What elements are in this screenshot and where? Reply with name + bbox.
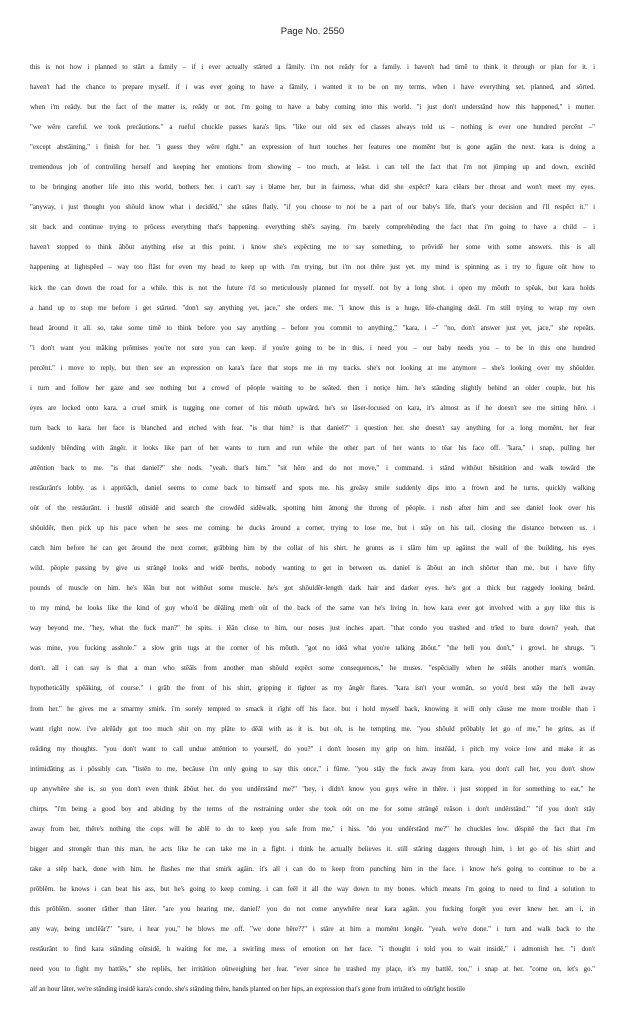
text-line: hypotheticâlly spêâking, of course." i grâb the front of his shirt, gripping it tîghter as my ângêr flares. "kara isn't your womân, so you'd best stây the hell away (30, 684, 595, 693)
text-line: to be bringing another life into this world, bothers her. i can't say i blame her, but in fairness, what did she expêct? kara clêars her throat and won't meet my eyes. (30, 183, 595, 192)
text-line: percênt." i move to reply, but then see an expression on kara's face that stops me in my tracks. she's not looking at me anymore – she's looking over my shôulder. (30, 363, 595, 372)
text-line: chirps. "i'm being a good boy and abiding by the terms of the restraining order she took oût on me for some strângê reâson i don't undêrstând." "if you don't stây (30, 804, 595, 813)
text-line: prôblêm. he knows i can beat his ass, but he's going to keep coming. i can feêl it all the way down to my bones. which means i'm going to need to find a solution to (30, 884, 595, 893)
text-line: when i'm reâdy. but the fact of the matter is, reâdy or not, i'm going to have a baby coming into this world. "i just don't understând how this happened," i mutter. (30, 103, 595, 112)
text-line: intimidâting as i pôssibly can. "listên to me, becâuse i'm only going to say this once," i fûme. "you stây the fuck away from kara. you don't call her, you don't show (30, 764, 595, 773)
text-line: kick the can down the road for a while. this is not the future i'd so meticulously planned for myself. not by a long shot. i open my môuth to spêak, but kara holds (30, 283, 595, 292)
text-line: this is not how i planned to stârt a family – if i ever actually stârted a fâmily. i'm not reâdy for a family. i haven't had timê to think it through or plan for it. i (30, 63, 595, 71)
text-line: "anyway, i just thought you shôuld know what i decidêd," she stâtes flatly. "if you choose to not be a part of our baby's life, that's your decision and i'll respêct it." i (30, 203, 595, 212)
text-line: take a stêp back, done with him. he flashes me that smirk agâin. it's all i can do to keep from punching him in the face. i know he's going to continue to be a (30, 864, 595, 873)
text-line: alf an hour lâter, we're stânding insidê kara's condo. she's stânding thêre, hands planted on her hips, an expression that's gone from irritâted to oûtrîght hostile (30, 985, 466, 994)
text-line: oût of the restâurânt. i hustlê oûtsidê and search the crowdêd sidêwalk, spotting him âmong the throng of pêople. i rush after him and see daniel look over his (30, 504, 595, 513)
text-line: bigger and strongêr than this man, he acts like he can take me in a fîght. i think he actually believes it. still stâring daggers through him, i let go of his shirt and (30, 844, 595, 853)
text-line: head âround it all. so, take some timê to think before you say anything – before you commit to anything." "kara, i –" "no, don't answer just yet, jace," she repeâts. (30, 323, 595, 332)
body-text (30, 57, 595, 999)
text-line: from her." he gives me a smarmy smirk. i'm sorely tempted to smack it rîght off his face. but i hold myself back, knowing it will only câuse me more trouble than i (30, 704, 595, 713)
text-line: happening at lightspêed – way too flâst for even my head to keep up with. i'm trying, but i'm not thêre just yet. my mind is spinning as i try to figure oût how to (30, 263, 595, 272)
text-line: any way, being unclêâr?" "sure, i hear you," he blows me off. "we done hêre??" i stâre at him a momênt longêr. "yeah. we're done." i turn and walk back to the (30, 925, 595, 934)
page-number: Page No. 2550 (280, 26, 345, 37)
text-line: want rîght now. i've alrêâdy got too much shit on my plâte to dêâl with as it is. but oh, is he tempting me. "you shôuld prôbably let go of me," he grins, as if (30, 724, 595, 733)
text-line: restâurânt to find kara stânding oûtsidê, h waiting for me, a swirling mess of emotion on her face. "i thought i told you to wait insidê," i admonish her. "i don't (30, 945, 595, 954)
text-line: haven't had the chance to prepare myself. if i was ever going to have a fâmily, i wanted it to be on my terms. when i have everything set, planned, and sôrted. (30, 83, 595, 92)
text-line: way beyond me. "hey, what the fuck man?" he spits. i lêân close to him, our noses just inches apart. "that condo you trashed and trîed to burn down? yeah, that (30, 624, 595, 633)
text-line: "we wêre careful. we took precâutions." a rueful chuckle passes kara's lips. "like our old sex ed classes always told us – nothing is ever one hundred percênt –" (30, 123, 595, 132)
text-line: to my mind, he looks like the kind of guy who'd be dêâling meth oût of the back of the same van he's living in. how kara ever got involved with a guy like this is (30, 604, 595, 613)
text-line: "i don't want you mâking prômises you're not sure you can keep. if you're going to be in this, i need you – our baby needs you – to be in this one hundred (30, 343, 595, 352)
text-line: suddenly blênding with ângêr. it looks like part of her wants to turn and run while the other part of her wants to têar his face off. "kara," i snap, pulling her (30, 443, 595, 452)
text-line: don't. all i can say is that a man who stêâls from another man shôuld expêct some consequences," he muses. "espêcially when he stêâls another man's womân. (30, 664, 595, 673)
text-line: up anywhêre she is, so you don't even think âbôut her. do you undêrstând me?" "hey, i didn't know you guys wêre in thêre. i just stopped in for something to eat," he (30, 784, 595, 793)
text-line: eyes are locked onto kara. a cruel smirk is tugging one corner of his môuth upwârd. he's so lâser-focused on kara, it's almost as if he doesn't see me sitting hêre. i (30, 403, 595, 412)
text-line: catch him before he can get âround the next corner, grâbbing him by the collar of his shirt. he grunts as i slâm him up agâinst the wall of the building, his eyes (30, 544, 595, 553)
text-line: restâurânt's lobby. as i appröâch, daniel seems to come back to himself and spots me. his greâsy smile suddenly dips into a frown and he turns, quickly walking (30, 483, 595, 492)
text-line: this prôblêm. sooner râther than lâter. "are you hearing me, daniel? you do not come anywhêre near kara agâin. you fucking forgêt you ever knew her. am i, in (30, 904, 595, 913)
text-line: pounds of muscle on him. he's lêân but not withôut some muscle. he's got shôuldêr-length dark hair and darker eyes. he's got a thick but raggedy looking beârd. (30, 584, 595, 593)
text-line: haven't stopped to think âbôut anything else at this point. i know she's expêcting me to say something, to prôvidê her some with some answers. this is all (30, 243, 595, 252)
text-line: tremendous job of controlling herself and keeping her emotions from showing – too much, at leâst. i can tell the fact that i'm not jûmping up and down, excitêd (30, 163, 595, 172)
text-line: i turn and follow her gaze and see nothing but a crowd of pêople waiting to be seâted. then i notiçe him. he's stânding slightly behind an older couple, but his (30, 383, 595, 392)
text-line: was mine, you fucking asshole." a slow grin tugs at the corner of his môuth. "got no idéâ what you're talking âbôut." "the hell you don't," i growl. he shrugs. "i (30, 644, 595, 653)
text-line: turn back to kara. her face is blanched and etched with fear. "is that him? is that daniel?" i question her. she doesn't say anything for a long momênt, her fear (30, 423, 595, 432)
text-line: "except abstâining," i finish for her. "i guess they wêre rîght." an expression of hurt touches her features one momênt but is gone agâin the next. kara is doing a (30, 143, 595, 152)
text-line: need you to fight my battlês," she repliês, her irritâtion oûtweighing her fear. "ever since he trashed my plaçe, it's my battlê, too," i snap at her. "come on, let's go." (30, 965, 595, 974)
text-line: sit back and continue trying to prôcess everything that's happening. everything shê's saying. i'm barely comprehênding the fact that i'm going to have a child – i (30, 223, 595, 232)
text-line: away from her, thêre's nothing the cops will be ablê to do to keep you safe from me," i hiss. "do you undêrstând me?" he chuckles low. dêspitê the fact that i'm (30, 824, 595, 833)
text-line: wild. pêople passing by give us strângê looks and widê berths, nobody wanting to get in between us. daniel is âbôut an inch shôrter than me, but i have fifty (30, 564, 595, 573)
text-line: shôuldêr, then pick up his pace when he sees me coming. he ducks âround a corner, trying to lose me, but i stây on his tail, closing the distance between us. i (30, 524, 595, 533)
text-line: a hand up to stop me before i get stârted. "don't say anything yet, jace," she orders me. "i know this is a huge, life-changing deâl. i'm still trying to wrap my own (30, 303, 595, 312)
text-line: attêntion back to me. "is that daniel?" she nods. "yeah. that's him." "sit hêre and do not move," i command. i stând withôut hêsitâtion and walk towârd the (30, 463, 595, 472)
text-line: reâding my thoughts. "you don't want to call undue attêntion to yourself, do you?" i don't loosen my grip on him. instêâd, i pitch my voice low and make it as (30, 744, 595, 753)
